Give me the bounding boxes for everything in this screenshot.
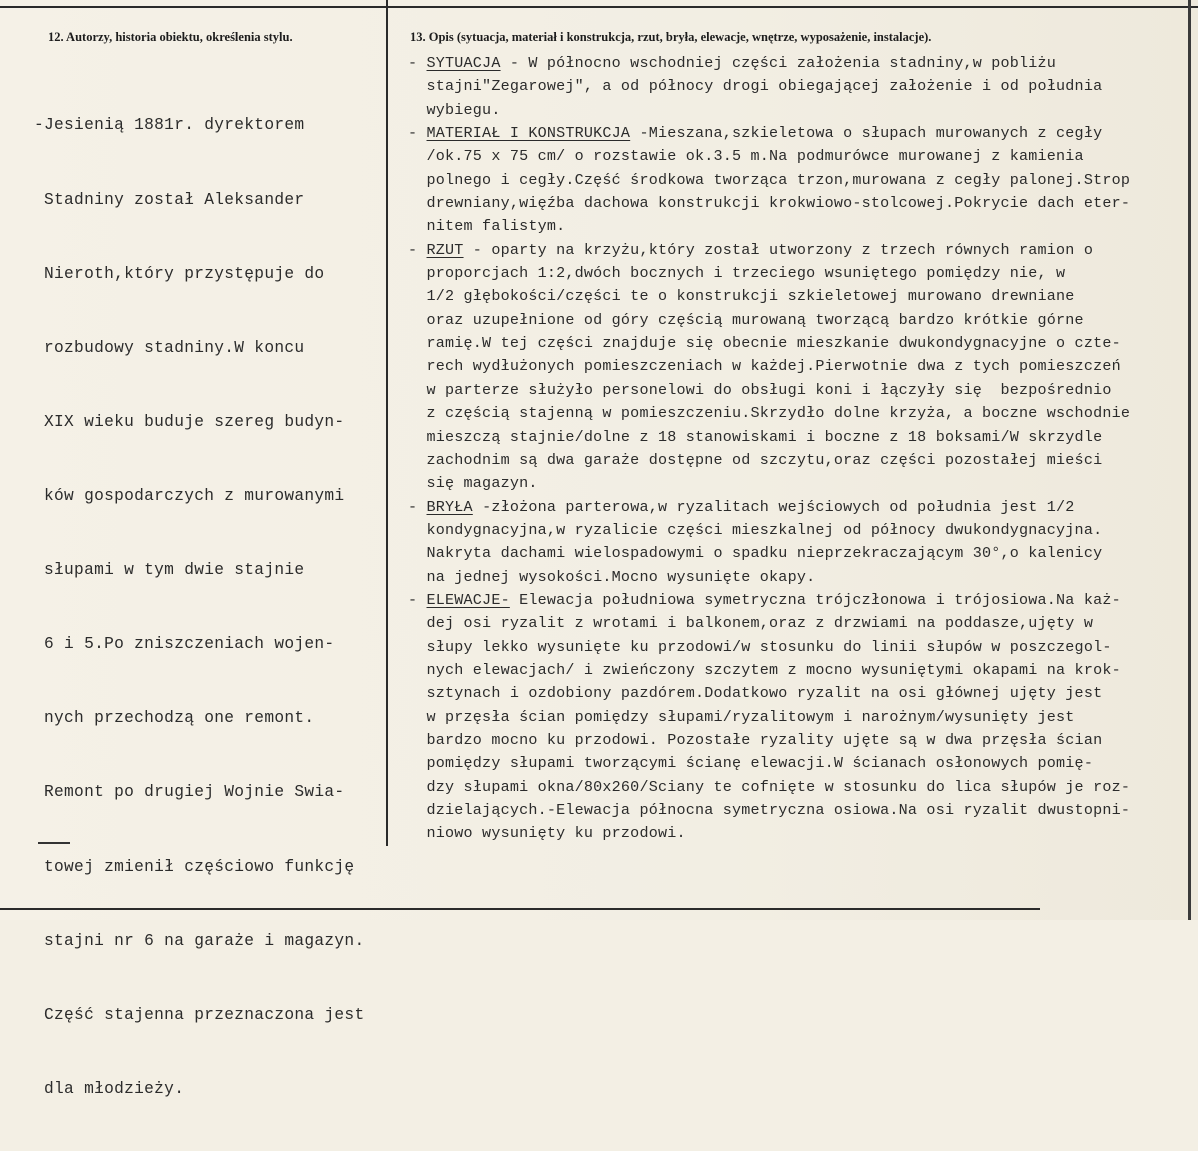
line-text: z częścią stajenną w pomieszczeniu.Skrzydło dolne krzyża, a boczne wschodnie <box>408 404 1131 423</box>
line-text: proporcjach 1:2,dwóch bocznych i trzeciego wsuniętego pomiędzy nie, w <box>408 264 1066 283</box>
line-text: -Mieszana,szkieletowa o słupach murowanych z cegły <box>630 124 1103 143</box>
text-line <box>408 262 1130 285</box>
text-line: Część stajenna przeznaczona jest <box>34 1005 365 1024</box>
line-text: bardzo mocno ku przodowi. Pozostałe ryzality ujęte są w dwa przęsła ścian <box>408 730 1103 749</box>
section-label: MATERIAŁ I KONSTRUKCJA <box>426 124 631 143</box>
line-text: rech wydłużonych pomieszczeniach w każdej.Pierwotnie dwa z tych pomieszczeń <box>408 357 1121 376</box>
section-line <box>408 239 1130 262</box>
line-text: Nakryta dachami wielospadowymi o spadku nieprzekraczającym 30°,o kalenicy <box>408 544 1103 563</box>
line-text: dej osi ryzalit z wrotami i balkonem,oraz z drzwiami na poddasze,ujęty w <box>408 614 1094 633</box>
text-line: Stadniny został Aleksander <box>34 190 305 209</box>
bullet-dash: - <box>408 240 427 259</box>
line-text: pomiędzy słupami tworzącymi ścianę elewacji.W ścianach osłonowych pomię- <box>408 754 1094 773</box>
text-line: 6 i 5.Po zniszczeniach wojen- <box>34 635 335 654</box>
line-text: polnego i cegły.Część środkowa tworząca trzon,murowana z cegły palonej.Strop <box>408 170 1131 189</box>
line-text: niowo wysunięty ku przodowi. <box>408 824 686 843</box>
text-line <box>408 169 1130 192</box>
line-text: sztynach i ozdobiony pazdórem.Dodatkowo ryzalit na osi głównej ujęty jest <box>408 684 1103 703</box>
top-rule <box>0 6 1198 8</box>
line-text: się magazyn. <box>408 474 538 493</box>
line-text: w parterze służyło personelowi do obsługi koni i łączyły się bezpośrednio <box>408 380 1112 399</box>
text-line <box>408 542 1130 565</box>
line-text: dzielających.-Elewacja północna symetryczna osiowa.Na osi ryzalit dwustopni- <box>408 801 1131 819</box>
line-text: - oparty na krzyżu,który został utworzony z trzech równych ramion o <box>463 240 1094 259</box>
text-line <box>408 99 1130 122</box>
text-line <box>408 566 1130 589</box>
right-column-text <box>408 52 1130 846</box>
text-line <box>408 402 1130 425</box>
left-column-text <box>34 64 364 1151</box>
text-line: ków gospodarczych z murowanymi <box>34 486 345 505</box>
text-line <box>408 729 1130 752</box>
text-line: -Jesienią 1881r. dyrektorem <box>34 116 305 135</box>
text-line: Nieroth,który przystępuje do <box>34 264 325 283</box>
text-line <box>408 285 1130 308</box>
line-text: zachodnim są dwa garaże dostępne od szczytu,oraz części pozostałej mieści <box>408 450 1103 469</box>
line-text: - W północno wschodniej części założenia stadniny,w pobliżu <box>500 54 1057 72</box>
bullet-dash: - <box>408 124 427 143</box>
text-line: słupami w tym dwie stajnie <box>34 561 305 580</box>
right-column-header: 13. Opis (sytuacja, materiał i konstrukcja, rzut, bryła, elewacje, wnętrze, wyposażenie, instalacje). <box>410 30 932 44</box>
line-text: na jednej wysokości.Mocno wysunięte okapy. <box>408 567 816 586</box>
text-line <box>408 426 1130 449</box>
section-line <box>408 496 1130 519</box>
line-text: Elewacja południowa symetryczna trójczłonowa i trójosiowa.Na każ- <box>509 590 1121 609</box>
text-line <box>408 519 1130 542</box>
line-text: /ok.75 x 75 cm/ o rozstawie ok.3.5 m.Na podmurówce murowanej z kamienia <box>408 147 1084 166</box>
text-line <box>408 752 1130 775</box>
column-divider <box>386 0 388 846</box>
line-text: 1/2 głębokości/części te o konstrukcji szkieletowej murowano drewniane <box>408 287 1075 306</box>
line-text: ramię.W tej części znajduje się obecnie mieszkanie dwukondygnacyjne o czte- <box>408 334 1121 353</box>
text-line <box>408 332 1130 355</box>
section-line <box>408 52 1130 75</box>
text-line <box>408 309 1130 332</box>
section-label: SYTUACJA <box>426 54 501 72</box>
text-line: Remont po drugiej Wojnie Swia- <box>34 783 345 802</box>
text-line <box>408 682 1130 705</box>
line-text: słupy lekko wysunięte ku przodowi/w stosunku do linii słupów w poszczegol- <box>408 637 1112 656</box>
line-text: nitem falistym. <box>408 217 566 236</box>
section-line <box>408 589 1130 612</box>
text-line <box>408 799 1130 822</box>
text-line: towej zmienił częściowo funkcję <box>34 857 355 876</box>
bullet-dash: - <box>408 54 427 72</box>
text-line: rozbudowy stadniny.W koncu <box>34 338 305 357</box>
line-text: stajni"Zegarowej", a od północy drogi obiegającej założenie i od południa <box>408 77 1103 96</box>
line-text: -złożona parterowa,w ryzalitach wejściowych od południa jest 1/2 <box>472 497 1075 516</box>
text-line <box>408 776 1130 799</box>
text-line: XIX wieku buduje szereg budyn- <box>34 412 345 431</box>
section-label: BRYŁA <box>426 497 473 516</box>
text-line <box>408 145 1130 168</box>
line-text: mieszczą stajnie/dolne z 18 stanowiskami i boczne z 18 boksami/W skrzydle <box>408 427 1103 446</box>
bullet-dash: - <box>408 590 427 609</box>
text-line <box>408 75 1130 98</box>
text-line <box>408 192 1130 215</box>
text-line <box>408 822 1130 845</box>
section-label: RZUT <box>426 240 464 259</box>
section-label: ELEWACJE- <box>426 590 510 609</box>
text-line <box>408 449 1130 472</box>
text-line <box>408 612 1130 635</box>
text-line: dla młodzieży. <box>34 1079 185 1098</box>
text-line <box>408 355 1130 378</box>
text-line <box>408 472 1130 495</box>
text-line <box>408 636 1130 659</box>
text-line <box>408 379 1130 402</box>
line-text: oraz uzupełnione od góry częścią murowaną tworzącą bardzo krótkie górne <box>408 310 1084 329</box>
line-text: drewniany,więźba dachowa konstrukcji krokwiowo-stolcowej.Pokrycie dach eter- <box>408 194 1131 213</box>
text-line: stajni nr 6 na garaże i magazyn. <box>34 931 365 950</box>
line-text: kondygnacyjna,w ryzalicie części mieszkalnej od północy dwukondygnacyjna. <box>408 520 1103 539</box>
line-text: w przęsła ścian pomiędzy słupami/ryzalitowym i narożnym/wysunięty jest <box>408 707 1075 726</box>
left-column-header: 12. Autorzy, historia obiektu, określenia stylu. <box>48 30 293 44</box>
line-text: dzy słupami okna/80x260/Sciany te cofnięte w stosunku do lica słupów je roz- <box>408 777 1131 796</box>
bullet-dash: - <box>408 497 427 516</box>
text-line: nych przechodzą one remont. <box>34 709 315 728</box>
text-line <box>408 706 1130 729</box>
line-text: nych elewacjach/ i zwieńczony szczytem z mocno wysuniętymi okapami na krok- <box>408 660 1121 679</box>
right-edge-rule <box>1188 0 1191 920</box>
text-line <box>408 659 1130 682</box>
line-text: wybiegu. <box>408 100 501 119</box>
section-line <box>408 122 1130 145</box>
text-line <box>408 215 1130 238</box>
